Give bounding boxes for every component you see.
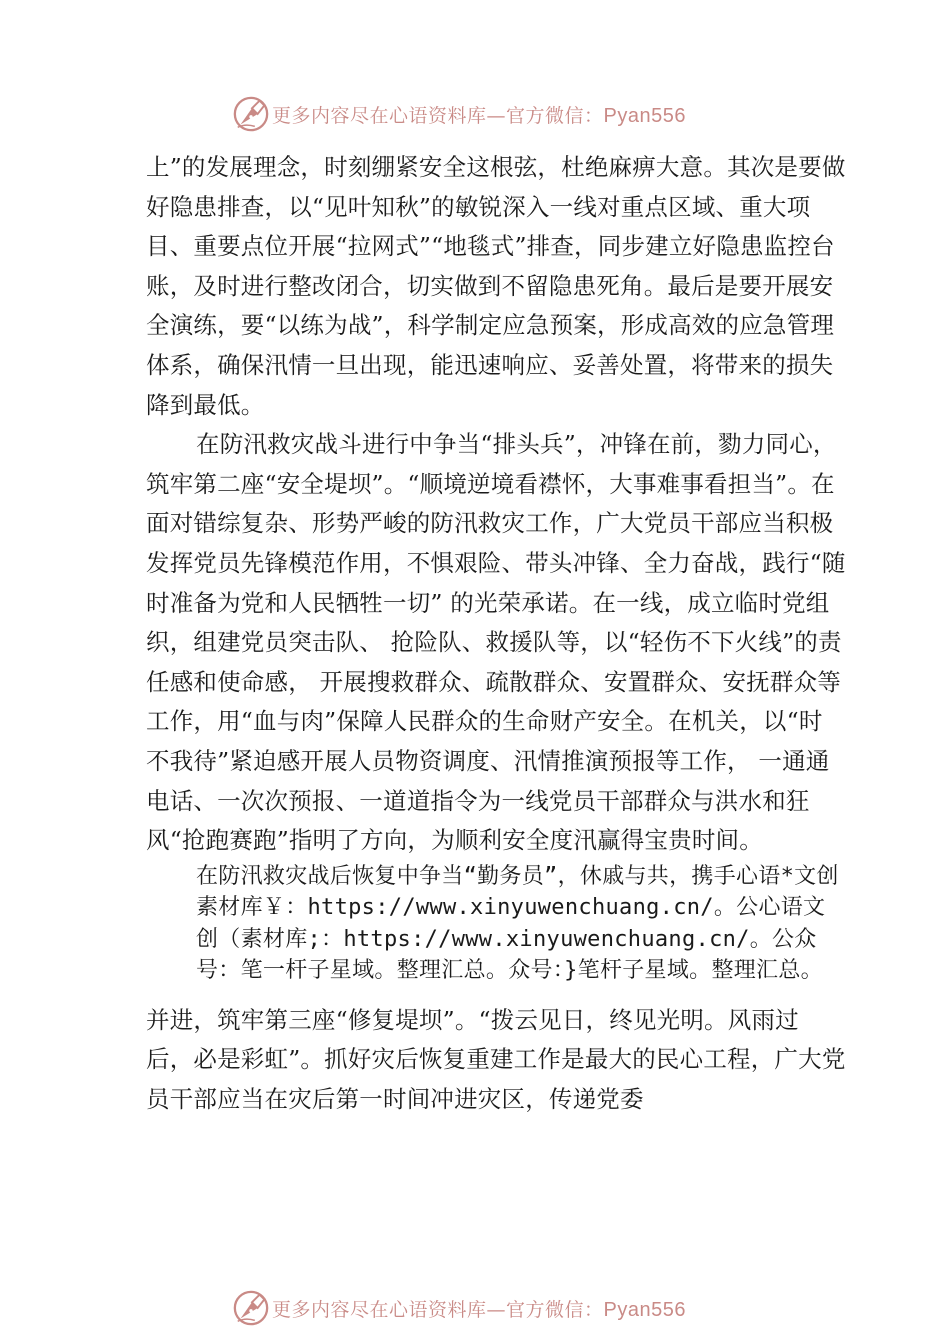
body-paragraph-4: 并进，筑牢第三座“修复堤坝”。“拨云见日，终见光明。风雨过后，必是彩虹”。抓好灾后恢复重建工作是最大的民心工程，广大党员干部应当在灾后第一时间冲进灾区，传递党委 [146, 1005, 846, 1113]
footer-watermark-banner [232, 1288, 752, 1328]
footer-brand-text: 更多内容尽在心语资料库 [272, 1298, 487, 1321]
body-paragraph-2: 在防汛救灾战斗进行中争当“排头兵”，冲锋在前，勠力同心，筑牢第二座“安全堤坝”。“顺境逆境看襟怀，大事难事看担当”。在面对错综复杂、形势严峻的防汛救灾工作，广大党员干部应当积极发挥党员先锋模范作用，不惧艰险、带头冲锋、全力奋战，践行“随时准备为党和人民牺牲一切” 的光荣承诺。在一线，成立临时党组织，组建党员突击队、 抢险队、救援队等，以“轻伤不下火线”的责任感和使命感， 开展搜救群众、疏散群众、安置群众、安抚群众等工作，用“血与肉”保障人民群众的生命财产安全。在机关，以“时不我待”紧迫感开展人员物资调度、汛情推演预报等工作， 一通通电话、一次次预报、一道道指令为一线党员干部群众与洪水和狂风“抢跑赛跑”指明了方向，为顺利安全度汛赢得宝贵时间。 [146, 430, 846, 855]
footer-wechat-id: Pyan556 [603, 1298, 686, 1321]
footer-separator: — [486, 1298, 507, 1321]
document-body [146, 148, 846, 1119]
body-paragraph-3-watermarked: 在防汛救灾战后恢复中争当“勤务员”，休戚与共，携手心语*文创素材库￥：https://www.xinyuwenchuang.cn/。公心语文创（素材库;：https://www.xinyuwenchuang.cn/。公众号：笔一杆子星域。整理汇总。众号：}笔杆子星域。整理汇总。 [196, 863, 839, 984]
body-paragraph-1: 上”的发展理念，时刻绷紧安全这根弦，杜绝麻痹大意。其次是要做好隐患排查，以“见叶知秋”的敏锐深入一线对重点区域、重大项目、重要点位开展“拉网式”“地毯式”排查，同步建立好隐患监控台账，及时进行整改闭合，切实做到不留隐患死角。最后是要开展安全演练，要“以练为战”，科学制定应急预案，形成高效的应急管理体系，确保汛情一旦出现，能迅速响应、妥善处置，将带来的损失降到最低。 [146, 153, 846, 419]
header-wechat-id: Pyan556 [603, 104, 686, 127]
pen-nib-logo-icon [232, 1289, 270, 1327]
footer-wechat-label: 官方微信： [506, 1298, 604, 1321]
header-separator: — [486, 104, 507, 127]
pen-nib-logo-icon [232, 95, 270, 133]
header-brand-text: 更多内容尽在心语资料库 [272, 104, 487, 127]
header-watermark-banner [232, 94, 752, 134]
header-wechat-label: 官方微信： [506, 104, 604, 127]
